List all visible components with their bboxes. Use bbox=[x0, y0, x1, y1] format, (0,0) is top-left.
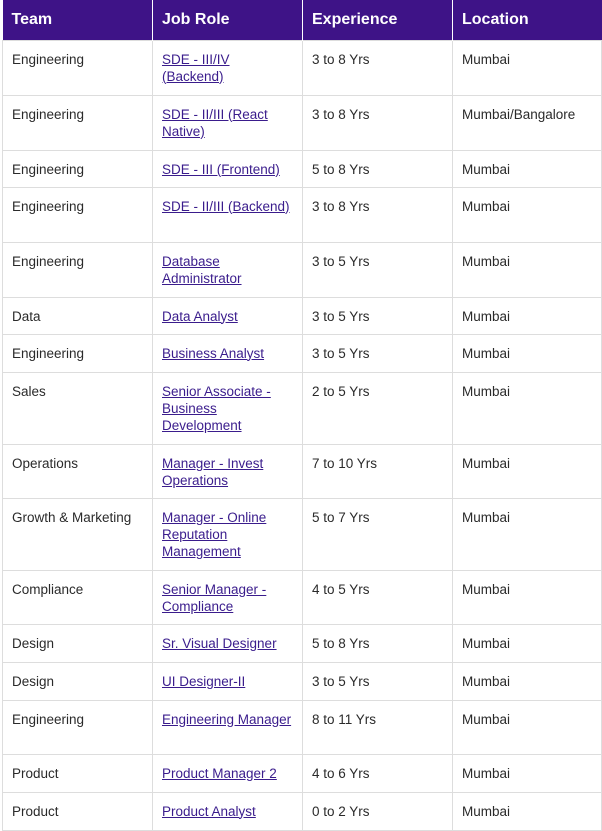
cell-job-role bbox=[153, 40, 303, 95]
table-row bbox=[3, 792, 602, 830]
cell-team: Compliance bbox=[3, 570, 153, 624]
cell-job-role bbox=[153, 187, 303, 242]
cell-team: Sales bbox=[3, 372, 153, 444]
cell-experience: 3 to 5 Yrs bbox=[303, 242, 453, 297]
table-row bbox=[3, 570, 602, 624]
table-row bbox=[3, 150, 602, 187]
cell-job-role bbox=[153, 792, 303, 830]
job-role-link[interactable]: Product Analyst bbox=[162, 803, 256, 819]
cell-experience: 2 to 5 Yrs bbox=[303, 372, 453, 444]
cell-location: Mumbai bbox=[453, 187, 602, 242]
job-role-link[interactable]: Manager - Invest Operations bbox=[162, 455, 264, 488]
table-row bbox=[3, 444, 602, 498]
job-role-link[interactable]: SDE - III/IV (Backend) bbox=[162, 51, 230, 84]
cell-team: Engineering bbox=[3, 40, 153, 95]
cell-team: Engineering bbox=[3, 150, 153, 187]
cell-location: Mumbai bbox=[453, 754, 602, 792]
job-role-link[interactable]: Engineering Manager bbox=[162, 711, 292, 727]
jobs-table-container bbox=[2, 0, 601, 831]
table-row bbox=[3, 95, 602, 150]
cell-location: Mumbai bbox=[453, 40, 602, 95]
cell-location: Mumbai bbox=[453, 372, 602, 444]
table-row bbox=[3, 334, 602, 372]
cell-team: Product bbox=[3, 792, 153, 830]
cell-experience: 8 to 11 Yrs bbox=[303, 700, 453, 754]
cell-experience: 3 to 8 Yrs bbox=[303, 95, 453, 150]
cell-experience: 5 to 7 Yrs bbox=[303, 498, 453, 570]
cell-job-role bbox=[153, 150, 303, 187]
cell-team: Engineering bbox=[3, 700, 153, 754]
job-role-link[interactable]: SDE - II/III (Backend) bbox=[162, 198, 290, 214]
cell-job-role bbox=[153, 297, 303, 334]
cell-team: Design bbox=[3, 662, 153, 700]
cell-job-role bbox=[153, 570, 303, 624]
table-row bbox=[3, 700, 602, 754]
table-header-row bbox=[3, 0, 602, 40]
header-location: Location bbox=[453, 0, 602, 40]
cell-team: Operations bbox=[3, 444, 153, 498]
jobs-table bbox=[2, 0, 602, 831]
job-role-link[interactable]: Database Administrator bbox=[162, 253, 242, 286]
cell-experience: 4 to 5 Yrs bbox=[303, 570, 453, 624]
table-row bbox=[3, 297, 602, 334]
cell-experience: 5 to 8 Yrs bbox=[303, 624, 453, 662]
table-row bbox=[3, 187, 602, 242]
job-role-link[interactable]: Manager - Online Reputation Management bbox=[162, 509, 267, 559]
cell-job-role bbox=[153, 700, 303, 754]
table-row bbox=[3, 242, 602, 297]
cell-location: Mumbai bbox=[453, 242, 602, 297]
table-body bbox=[3, 40, 602, 830]
cell-team: Engineering bbox=[3, 187, 153, 242]
table-row bbox=[3, 498, 602, 570]
cell-team: Product bbox=[3, 754, 153, 792]
cell-experience: 3 to 5 Yrs bbox=[303, 334, 453, 372]
cell-location: Mumbai bbox=[453, 498, 602, 570]
table-row bbox=[3, 40, 602, 95]
cell-experience: 4 to 6 Yrs bbox=[303, 754, 453, 792]
header-team: Team bbox=[3, 0, 153, 40]
cell-job-role bbox=[153, 444, 303, 498]
cell-job-role bbox=[153, 754, 303, 792]
job-role-link[interactable]: Senior Manager - Compliance bbox=[162, 581, 267, 614]
job-role-link[interactable]: Senior Associate - Business Development bbox=[162, 383, 271, 433]
cell-experience: 3 to 5 Yrs bbox=[303, 297, 453, 334]
cell-job-role bbox=[153, 662, 303, 700]
cell-location: Mumbai bbox=[453, 444, 602, 498]
cell-experience: 3 to 5 Yrs bbox=[303, 662, 453, 700]
cell-team: Growth & Marketing bbox=[3, 498, 153, 570]
cell-experience: 7 to 10 Yrs bbox=[303, 444, 453, 498]
cell-team: Design bbox=[3, 624, 153, 662]
table-row bbox=[3, 662, 602, 700]
cell-location: Mumbai bbox=[453, 700, 602, 754]
cell-location: Mumbai bbox=[453, 792, 602, 830]
cell-experience: 3 to 8 Yrs bbox=[303, 187, 453, 242]
job-role-link[interactable]: UI Designer-II bbox=[162, 673, 246, 689]
header-experience: Experience bbox=[303, 0, 453, 40]
cell-job-role bbox=[153, 498, 303, 570]
cell-location: Mumbai bbox=[453, 662, 602, 700]
table-row bbox=[3, 624, 602, 662]
cell-job-role bbox=[153, 95, 303, 150]
cell-location: Mumbai bbox=[453, 297, 602, 334]
table-row bbox=[3, 754, 602, 792]
cell-team: Engineering bbox=[3, 334, 153, 372]
job-role-link[interactable]: Product Manager 2 bbox=[162, 765, 277, 781]
cell-job-role bbox=[153, 372, 303, 444]
job-role-link[interactable]: Data Analyst bbox=[162, 308, 238, 324]
header-job-role: Job Role bbox=[153, 0, 303, 40]
cell-experience: 3 to 8 Yrs bbox=[303, 40, 453, 95]
job-role-link[interactable]: Business Analyst bbox=[162, 345, 265, 361]
cell-location: Mumbai bbox=[453, 624, 602, 662]
cell-team: Engineering bbox=[3, 242, 153, 297]
cell-location: Mumbai bbox=[453, 334, 602, 372]
job-role-link[interactable]: SDE - III (Frontend) bbox=[162, 161, 280, 177]
cell-location: Mumbai bbox=[453, 570, 602, 624]
cell-team: Data bbox=[3, 297, 153, 334]
job-role-link[interactable]: Sr. Visual Designer bbox=[162, 635, 277, 651]
cell-experience: 5 to 8 Yrs bbox=[303, 150, 453, 187]
cell-location: Mumbai/Bangalore bbox=[453, 95, 602, 150]
cell-location: Mumbai bbox=[453, 150, 602, 187]
cell-team: Engineering bbox=[3, 95, 153, 150]
table-row bbox=[3, 372, 602, 444]
cell-job-role bbox=[153, 624, 303, 662]
cell-experience: 0 to 2 Yrs bbox=[303, 792, 453, 830]
job-role-link[interactable]: SDE - II/III (React Native) bbox=[162, 106, 268, 139]
cell-job-role bbox=[153, 334, 303, 372]
cell-job-role bbox=[153, 242, 303, 297]
